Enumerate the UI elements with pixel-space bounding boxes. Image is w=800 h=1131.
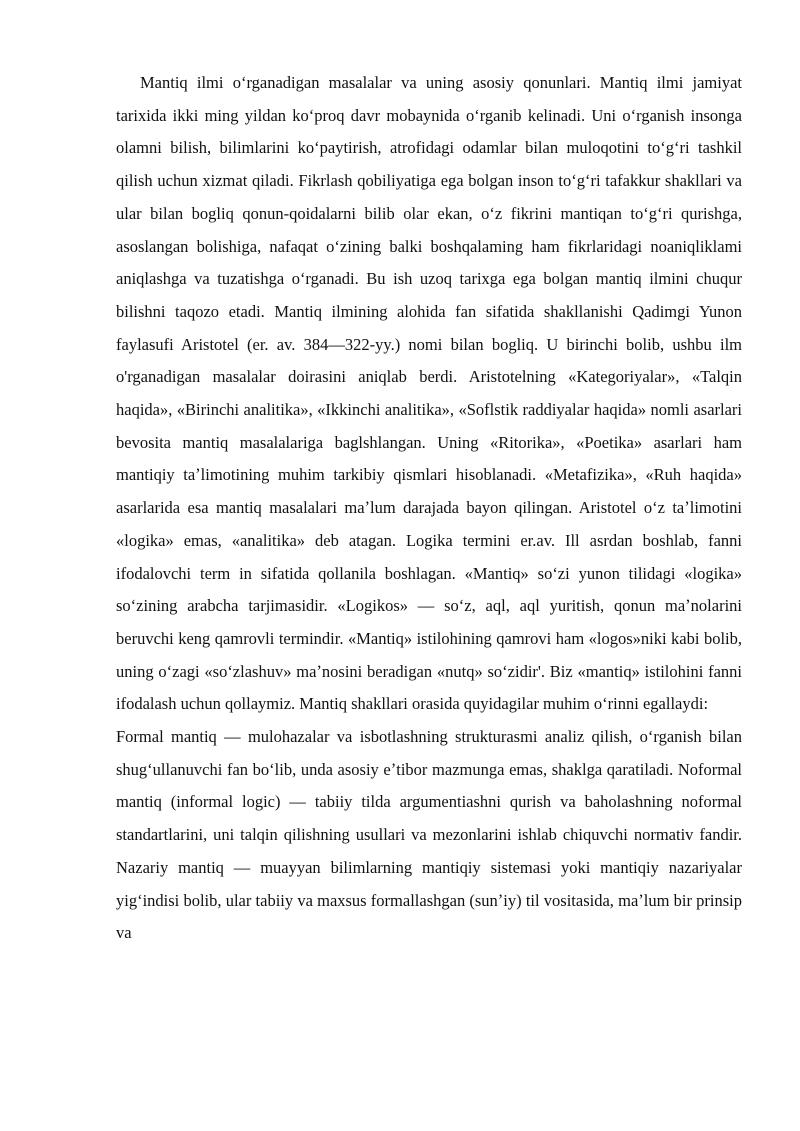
paragraph-mantiq-types: Formal mantiq — mulohazalar va isbotlashning strukturasmi analiz qilish, oʻrganish bilan shugʻullanuvchi fan boʻlib, unda asosiy eʼtibor mazmunga emas, shaklga qaratiladi. Noformal mantiq (informal logic) — tabiiy tilda argumentiashni qurish va baholashning noformal standartlarini, uni talqin qilishning usullari va mezonlarini ishlab chiquvchi normativ fandir. Nazariy mantiq — muayyan bilimlarning mantiqiy sistemasi yoki mantiqiy nazariyalar yigʻindisi bolib, ular tabiiy va maxsus formallashgan (sunʼiy) til vositasida, maʼlum bir prinsip va (116, 727, 742, 943)
document-page (116, 67, 742, 950)
paragraph-mantiq-intro: Mantiq ilmi oʻrganadigan masalalar va uning asosiy qonunlari. Mantiq ilmi jamiyat tarixida ikki ming yildan koʻproq davr mobaynida oʻrganib kelinadi. Uni oʻrganish insonga olamni bilish, bilimlarini koʻpaytirish, atrofidagi odamlar bilan muloqotini toʻgʻri tashkil qilish uchun xizmat qiladi. Fikrlash qobiliyatiga ega bolgan inson toʻgʻri tafakkur shakllari va ular bilan bogliq qonun-qoidalarni bilib olar ekan, oʻz fikrini mantiqan toʻgʻri qurishga, asoslangan bolishiga, nafaqat oʻzining balki boshqalaming ham fikrlaridagi noaniqliklami aniqlashga va tuzatishga oʻrganadi. Bu ish uzoq tarixga ega bolgan mantiq ilmini chuqur bilishni taqozo etadi. Mantiq ilmining alohida fan sifatida shakllanishi Qadimgi Yunon faylasufi Aristotel (er. av. 384—322-yy.) nomi bilan bogliq. U birinchi bolib, ushbu ilm o'rganadigan masalalar doirasini aniqlab berdi. Aristotelning «Kategoriyalar», «Talqin haqida», «Birinchi analitika», «Ikkinchi analitika», «Soflstik raddiyalar haqida» nomli asarlari bevosita mantiq masalalariga baglshlangan. Uning «Ritorika», «Poetika» asarlari ham mantiqiy taʼlimotining muhim tarkibiy qismlari hisoblanadi. «Metafizika», «Ruh haqida» asarlarida esa mantiq masalalari maʼlum darajada bayon qilingan. Aristotel oʻz taʼlimotini «logika» emas, «analitika» deb atagan. Logika termini er.av. Ill asrdan boshlab, fanni ifodalovchi term in sifatida qollanila boshlagan. «Mantiq» soʻzi yunon tilidagi «logika» soʻzining arabcha tarjimasidir. «Logikos» — soʻz, aql, aql yuritish, qonun maʼnolarini beruvchi keng qamrovli termindir. «Mantiq» istilohining qamrovi ham «logos»niki kabi bolib, uning oʻzagi «soʻzlashuv» maʼnosini beradigan «nutq» soʻzidir'. Biz «mantiq» istilohini fanni ifodalash uchun qollaymiz. Mantiq shakllari orasida quyidagilar muhim oʻrinni egallaydi: (116, 73, 742, 714)
